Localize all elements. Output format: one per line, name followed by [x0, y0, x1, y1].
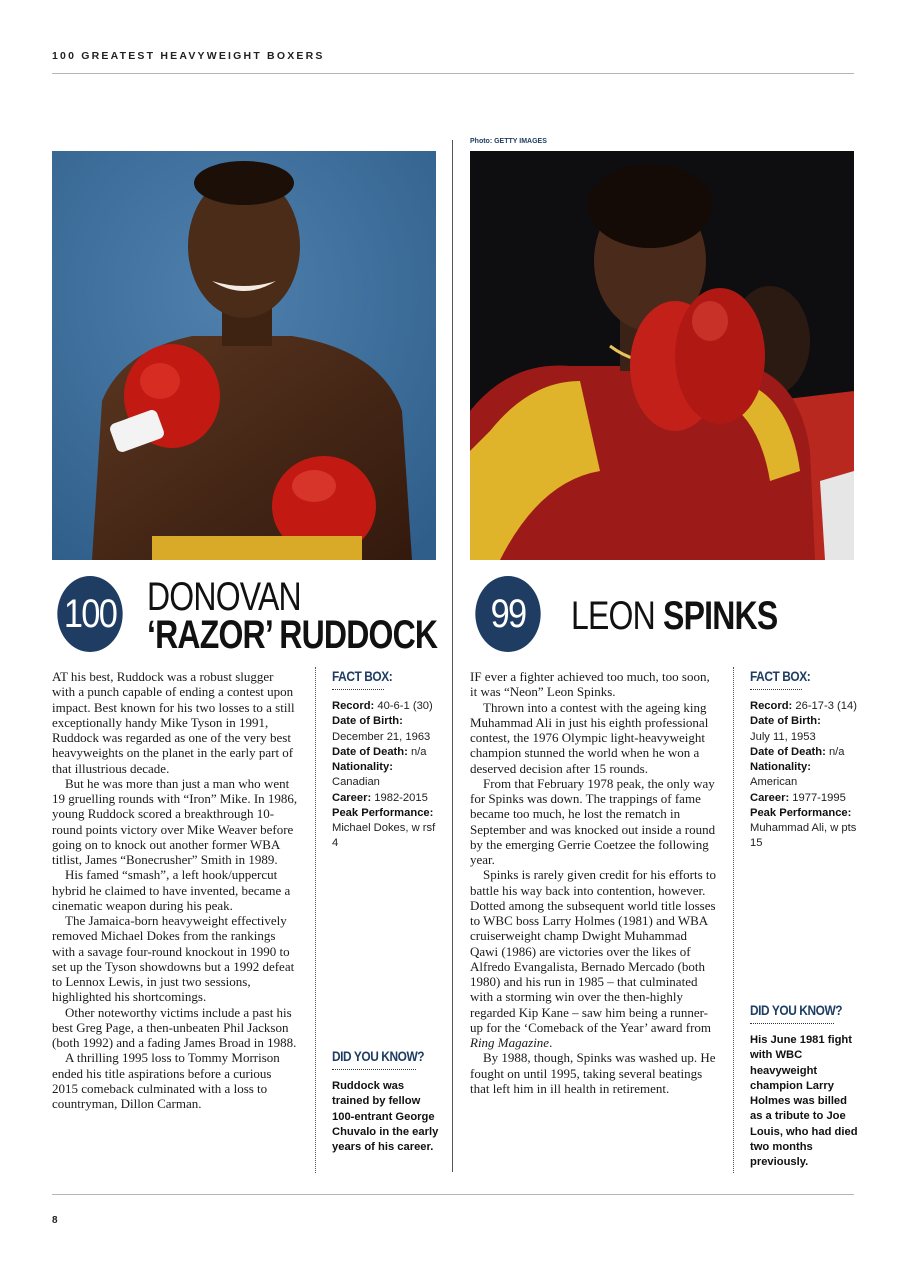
column-divider	[452, 140, 453, 1172]
peak-value: Muhammad Ali, w pts 15	[750, 822, 857, 850]
record-value: 26-17-3 (14)	[795, 700, 857, 712]
paragraph: A thrilling 1995 loss to Tommy Morrison ended his title aspirations before a curious 2015 comeback culminated with a loss to countryman, Dillon Carman.	[52, 1050, 280, 1111]
dotted-rule	[750, 1023, 834, 1024]
peak-value: Michael Dokes, w rsf 4	[332, 822, 436, 850]
career-value: 1982-2015	[374, 791, 428, 804]
did-you-know-heading: DID YOU KNOW?	[332, 1048, 425, 1064]
paragraph: But he was more than just a man who went 19 gruelling rounds with “Iron” Mike. In 1986, young Ruddock scored a breakthrough 10-round points victory over Mike Weaver before going on to knock out another former WBA titlist, James “Bonecrusher” Smith in 1989.	[52, 775, 298, 867]
running-title: 100 GREATEST HEAVYWEIGHT BOXERS	[52, 50, 325, 62]
footer-rule	[52, 1194, 854, 1195]
ruddock-sidebar	[315, 667, 440, 1173]
photo-credit: Photo: GETTY IMAGES	[470, 138, 547, 145]
spinks-sidebar	[733, 667, 858, 1173]
did-you-know-text: Ruddock was trained by fellow 100-entrant George Chuvalo in the early years of his career.	[332, 1080, 439, 1153]
name-line-2: ‘RAZOR’ RUDDOCK	[147, 613, 438, 657]
spinks-article-body	[470, 669, 718, 1096]
paragraph: The Jamaica-born heavyweight effectively removed Michael Dokes from the rankings with a savage four-round knockout in 1990 to set up the Tyson showdowns but a 1992 defeat to Lennox Lewis, in just two sessions, highlighted his shortcomings.	[52, 913, 295, 1005]
career-value: 1977-1995	[792, 791, 846, 804]
paragraph: IF ever a fighter achieved too much, too soon, it was “Neon” Leon Spinks.	[470, 669, 710, 700]
dotted-rule	[332, 689, 384, 690]
donovan-ruddock-photo	[52, 151, 436, 560]
ring-magazine: Ring Magazine	[470, 1035, 550, 1050]
dod-value: n/a	[828, 745, 845, 758]
fact-box-heading: FACT BOX:	[332, 668, 393, 684]
ruddock-article-body	[52, 669, 298, 1111]
fact-box: Record: 40-6-1 (30) Date of Birth: December 21, 1963 Date of Death: n/a Nationality: Canadian Career: 1982-2015 Peak Performance: Michael Dokes, w rsf 4	[332, 699, 440, 852]
dod-value: n/a	[410, 745, 427, 758]
rank-badge-100: 100	[57, 576, 122, 652]
name-line-1: DONOVAN	[147, 575, 301, 619]
dob-value: December 21, 1963	[332, 730, 431, 743]
did-you-know	[750, 1001, 858, 1170]
fact-box: Record: 26-17-3 (14) Date of Birth: July 11, 1953 Date of Death: n/a Nationality: American Career: 1977-1995 Peak Performance: Muhammad Ali, w pts 15	[750, 699, 858, 852]
did-you-know-text: His June 1981 fight with WBC heavyweight champion Larry Holmes was billed as a tribute to Joe Louis, who had died two months previously.	[750, 1034, 858, 1168]
rank-badge-99: 99	[475, 576, 540, 652]
paragraph: AT his best, Ruddock was a robust slugger with a punch capable of ending a contest upon impact. Best known for his two losses to a still exceptionally handy Mike Tyson in 1991, Ruddock was regarded as one of the very best heavyweights on the planet in the early part of that illustrious decade.	[52, 669, 295, 776]
dob-value: July 11, 1953	[750, 730, 816, 743]
did-you-know	[332, 1047, 440, 1155]
paragraph: His famed “smash”, a left hook/uppercut hybrid he claimed to have invented, became a cinematic weapon during his peak.	[52, 867, 291, 913]
name-light: LEON	[571, 594, 655, 638]
header-rule	[52, 73, 854, 74]
boxer-name-spinks	[571, 594, 777, 638]
paragraph: By 1988, though, Spinks was washed up. He fought on until 1995, taking several beatings that left him in ill health in retirement.	[470, 1050, 716, 1096]
name-bold: SPINKS	[663, 594, 778, 638]
nationality-value: American	[750, 776, 798, 789]
paragraph: Thrown into a contest with the ageing king Muhammad Ali in just his eighth professional contest, the 1976 Olympic light-heavyweight champion stunned the world when he won a deserved decision after 15 rounds.	[470, 699, 709, 776]
dotted-rule	[332, 1069, 416, 1070]
nationality-value: Canadian	[332, 776, 380, 789]
fact-box-heading: FACT BOX:	[750, 668, 811, 684]
leon-spinks-photo	[470, 151, 854, 560]
boxer-name-ruddock	[147, 575, 438, 657]
dotted-rule	[750, 689, 802, 690]
paragraph: Spinks is rarely given credit for his efforts to battle his way back into contention, however. Dotted among the subsequent world title losses to WBC boss Larry Holmes (1981) and WBA cruiserweight champ Dwight Muhammad Qawi (1986) are victories over the likes of Alfredo Evangalista, Bernado Mercado (both 1980) and his run in 1985 – that culminated with a storming win over the then-highly regarded Kip Kane – saw him being a runner-up for the ‘Comeback of the Year’ award from Ring Magazine.	[470, 867, 716, 1050]
did-you-know-heading: DID YOU KNOW?	[750, 1002, 843, 1018]
record-value: 40-6-1 (30)	[377, 700, 433, 712]
page-number: 8	[52, 1215, 58, 1226]
paragraph: From that February 1978 peak, the only way for Spinks was down. The trappings of fame became too much, he lost the rematch in September and was knocked out inside a round by the emerging Gerrie Coetzee the following year.	[470, 775, 716, 867]
paragraph: Other noteworthy victims include a past his best Greg Page, a then-unbeaten Phil Jackson (both 1992) and a fading James Broad in 1988.	[52, 1004, 297, 1050]
